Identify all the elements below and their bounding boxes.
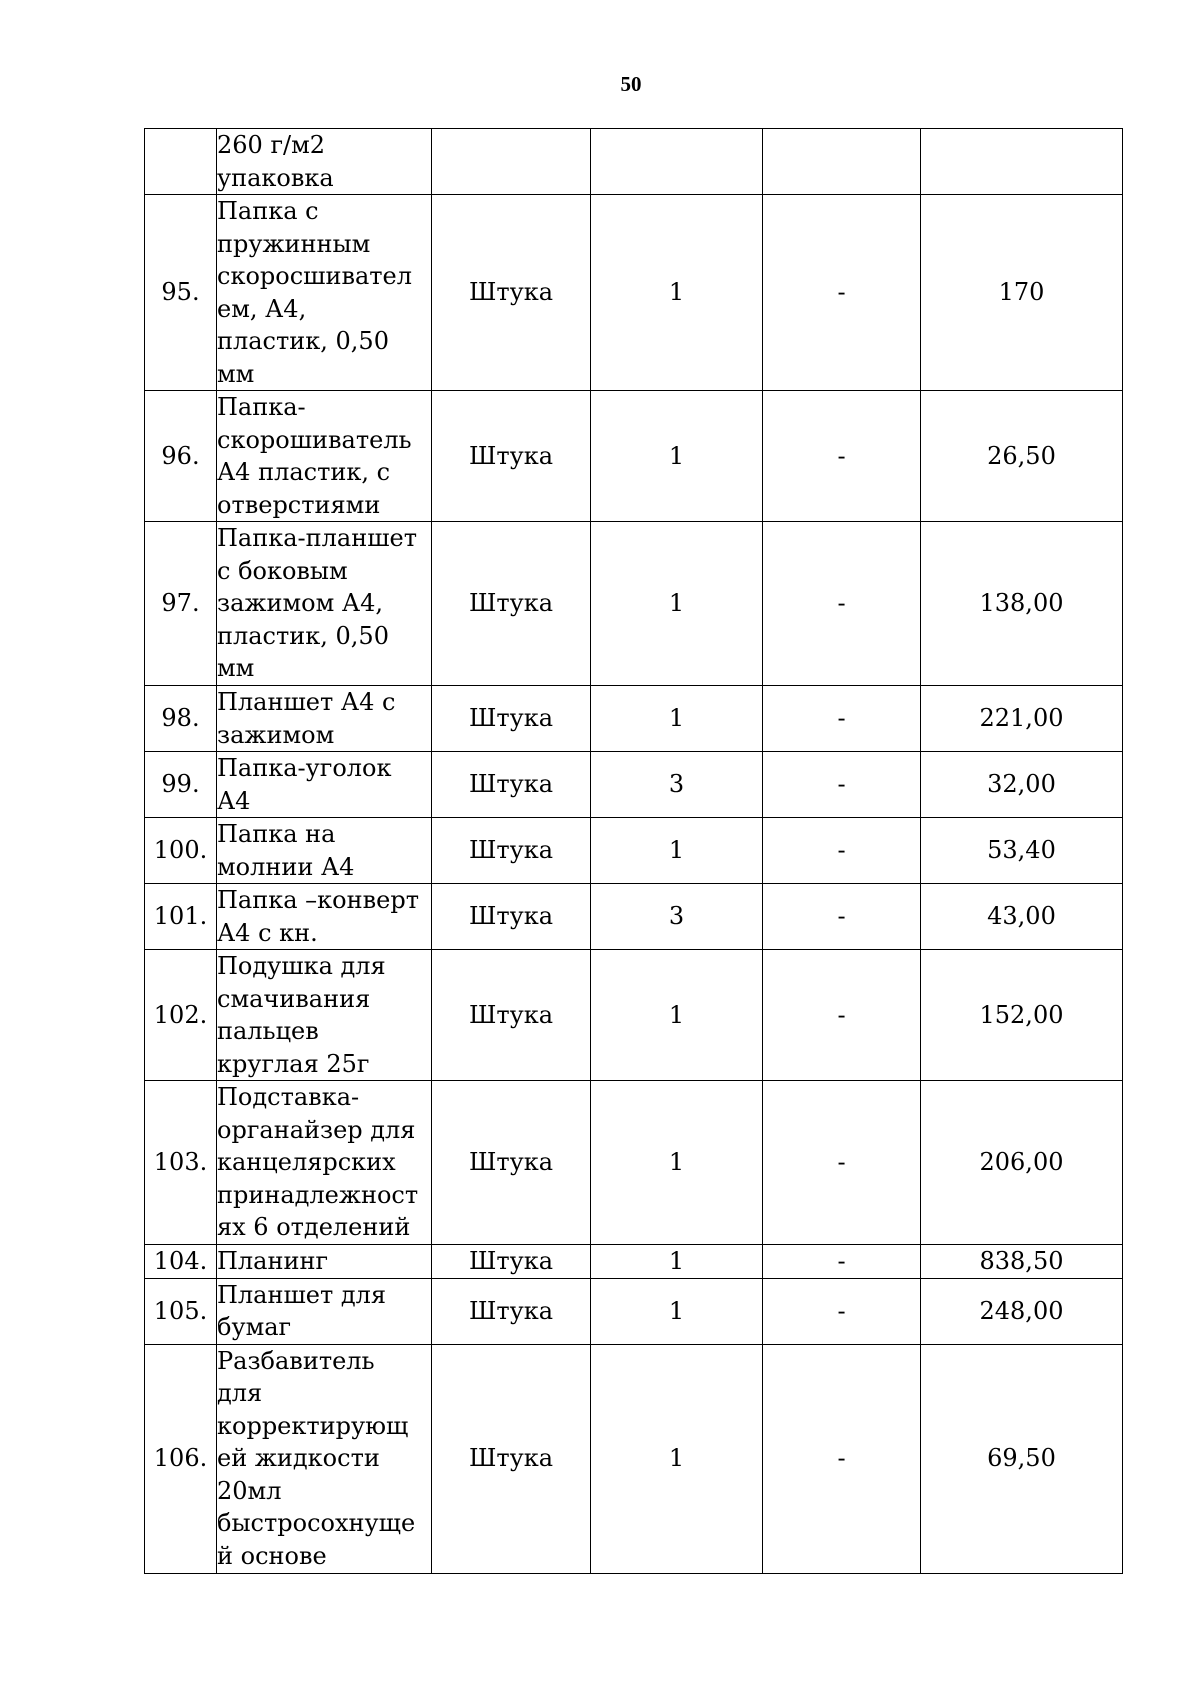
price-cell: 152,00 bbox=[921, 950, 1123, 1081]
row-number-cell: 105. bbox=[145, 1278, 217, 1344]
item-name-cell bbox=[217, 1245, 432, 1279]
item-name-cell bbox=[217, 195, 432, 391]
price-cell: 221,00 bbox=[921, 686, 1123, 752]
row-number-cell: 95. bbox=[145, 195, 217, 391]
price-cell: 32,00 bbox=[921, 752, 1123, 818]
price-cell: 53,40 bbox=[921, 818, 1123, 884]
table-row bbox=[145, 1278, 1123, 1344]
quantity-cell: 1 bbox=[591, 1081, 763, 1245]
unit-cell: Штука bbox=[432, 950, 591, 1081]
item-name-line: А4 пластик, с bbox=[217, 458, 391, 486]
quantity-cell: 1 bbox=[591, 1245, 763, 1279]
row-number-cell: 104. bbox=[145, 1245, 217, 1279]
quantity-cell: 1 bbox=[591, 686, 763, 752]
unit-cell: Штука bbox=[432, 195, 591, 391]
item-name-cell bbox=[217, 391, 432, 522]
table-row bbox=[145, 1081, 1123, 1245]
item-name-line: упаковка bbox=[217, 163, 334, 192]
dash-cell: - bbox=[763, 752, 921, 818]
item-name-line: для bbox=[217, 1379, 263, 1408]
item-name-line: 260 г/м2 bbox=[217, 131, 326, 159]
price-cell: 170 bbox=[921, 195, 1123, 391]
table-row bbox=[145, 522, 1123, 686]
unit-cell: Штука bbox=[432, 522, 591, 686]
quantity-cell: 1 bbox=[591, 1278, 763, 1344]
item-name-line: зажимом А4, bbox=[217, 589, 383, 618]
item-name-line: скорошиватель bbox=[217, 425, 412, 454]
item-name-line: принадлежност bbox=[217, 1180, 419, 1209]
item-name-line: Папка на bbox=[217, 820, 336, 848]
item-name-line: Папка- bbox=[217, 393, 306, 421]
quantity-cell: 1 bbox=[591, 1344, 763, 1573]
table-row bbox=[145, 1245, 1123, 1279]
unit-cell bbox=[432, 129, 591, 195]
unit-cell: Штука bbox=[432, 752, 591, 818]
item-name-cell bbox=[217, 1344, 432, 1573]
quantity-cell: 1 bbox=[591, 950, 763, 1081]
quantity-cell: 1 bbox=[591, 195, 763, 391]
table-row bbox=[145, 391, 1123, 522]
item-name-line: мм bbox=[217, 359, 255, 388]
item-name-cell bbox=[217, 1081, 432, 1245]
quantity-cell: 3 bbox=[591, 884, 763, 950]
item-name-line: канцелярских bbox=[217, 1148, 396, 1177]
table-row bbox=[145, 195, 1123, 391]
item-name-line: 20мл bbox=[217, 1476, 282, 1505]
item-name-cell bbox=[217, 818, 432, 884]
row-number-cell: 96. bbox=[145, 391, 217, 522]
dash-cell: - bbox=[763, 1245, 921, 1279]
dash-cell: - bbox=[763, 818, 921, 884]
item-name-line: Разбавитель bbox=[217, 1346, 375, 1375]
dash-cell: - bbox=[763, 686, 921, 752]
item-name-line: Подушка для bbox=[217, 952, 386, 980]
unit-cell: Штука bbox=[432, 686, 591, 752]
dash-cell: - bbox=[763, 1278, 921, 1344]
item-name-line: бумаг bbox=[217, 1313, 292, 1341]
row-number-cell: 99. bbox=[145, 752, 217, 818]
items-table-body bbox=[145, 129, 1123, 1574]
price-cell bbox=[921, 129, 1123, 195]
dash-cell: - bbox=[763, 1081, 921, 1245]
item-name-line: Папка-уголок bbox=[217, 754, 392, 782]
item-name-cell bbox=[217, 1278, 432, 1344]
item-name-cell bbox=[217, 686, 432, 752]
price-cell: 248,00 bbox=[921, 1278, 1123, 1344]
item-name-line: корректирующ bbox=[217, 1411, 409, 1440]
item-name-cell bbox=[217, 950, 432, 1081]
item-name-line: пластик, 0,50 bbox=[217, 621, 389, 650]
item-name-line: Планшет А4 с bbox=[217, 688, 396, 716]
row-number-cell bbox=[145, 129, 217, 195]
dash-cell bbox=[763, 129, 921, 195]
quantity-cell: 1 bbox=[591, 818, 763, 884]
item-name-line: с боковым bbox=[217, 556, 348, 585]
item-name-line: А4 с кн. bbox=[217, 918, 318, 947]
item-name-cell bbox=[217, 752, 432, 818]
item-name-line: Планшет для bbox=[217, 1280, 387, 1309]
price-cell: 138,00 bbox=[921, 522, 1123, 686]
unit-cell: Штука bbox=[432, 1344, 591, 1573]
items-table bbox=[144, 128, 1123, 1574]
dash-cell: - bbox=[763, 950, 921, 1081]
dash-cell: - bbox=[763, 1344, 921, 1573]
item-name-line: органайзер для bbox=[217, 1115, 416, 1144]
item-name-line: Папка-планшет bbox=[217, 524, 417, 553]
dash-cell: - bbox=[763, 195, 921, 391]
item-name-line: быстросохнуще bbox=[217, 1509, 416, 1538]
quantity-cell: 1 bbox=[591, 522, 763, 686]
price-cell: 43,00 bbox=[921, 884, 1123, 950]
item-name-line: Папка –конверт bbox=[217, 886, 419, 914]
table-row bbox=[145, 818, 1123, 884]
item-name-line: круглая 25г bbox=[217, 1049, 370, 1078]
item-name-line: молнии А4 bbox=[217, 852, 355, 881]
row-number-cell: 102. bbox=[145, 950, 217, 1081]
table-row bbox=[145, 1344, 1123, 1573]
dash-cell: - bbox=[763, 522, 921, 686]
item-name-line: мм bbox=[217, 654, 255, 683]
item-name-line: скоросшивател bbox=[217, 262, 412, 290]
row-number-cell: 106. bbox=[145, 1344, 217, 1573]
item-name-cell bbox=[217, 522, 432, 686]
row-number-cell: 98. bbox=[145, 686, 217, 752]
item-name-line: ей жидкости bbox=[217, 1444, 380, 1473]
item-name-cell bbox=[217, 884, 432, 950]
table-row bbox=[145, 950, 1123, 1081]
price-cell: 206,00 bbox=[921, 1081, 1123, 1245]
item-name-cell bbox=[217, 129, 432, 195]
table-row bbox=[145, 686, 1123, 752]
item-name-line: ях 6 отделений bbox=[217, 1213, 411, 1242]
item-name-line: пружинным bbox=[217, 229, 371, 258]
row-number-cell: 100. bbox=[145, 818, 217, 884]
unit-cell: Штука bbox=[432, 818, 591, 884]
unit-cell: Штука bbox=[432, 1081, 591, 1245]
row-number-cell: 101. bbox=[145, 884, 217, 950]
price-cell: 838,50 bbox=[921, 1245, 1123, 1279]
quantity-cell: 1 bbox=[591, 391, 763, 522]
table-row bbox=[145, 129, 1123, 195]
item-name-line: пластик, 0,50 bbox=[217, 327, 389, 355]
row-number-cell: 97. bbox=[145, 522, 217, 686]
table-row bbox=[145, 752, 1123, 818]
item-name-line: пальцев bbox=[217, 1017, 319, 1045]
row-number-cell: 103. bbox=[145, 1081, 217, 1245]
table-row bbox=[145, 884, 1123, 950]
item-name-line: Подставка- bbox=[217, 1083, 360, 1112]
item-name-line: зажимом bbox=[217, 720, 335, 749]
item-name-line: й основе bbox=[217, 1541, 327, 1570]
dash-cell: - bbox=[763, 391, 921, 522]
unit-cell: Штука bbox=[432, 391, 591, 522]
unit-cell: Штука bbox=[432, 1245, 591, 1279]
item-name-line: Папка с bbox=[217, 197, 319, 225]
item-name-line: Планинг bbox=[217, 1247, 329, 1275]
quantity-cell bbox=[591, 129, 763, 195]
price-cell: 69,50 bbox=[921, 1344, 1123, 1573]
unit-cell: Штука bbox=[432, 1278, 591, 1344]
page-number: 50 bbox=[620, 72, 642, 96]
quantity-cell: 3 bbox=[591, 752, 763, 818]
item-name-line: ем, А4, bbox=[217, 294, 307, 323]
price-cell: 26,50 bbox=[921, 391, 1123, 522]
unit-cell: Штука bbox=[432, 884, 591, 950]
dash-cell: - bbox=[763, 884, 921, 950]
item-name-line: отверстиями bbox=[217, 490, 381, 519]
item-name-line: смачивания bbox=[217, 984, 371, 1013]
item-name-line: А4 bbox=[217, 786, 251, 815]
